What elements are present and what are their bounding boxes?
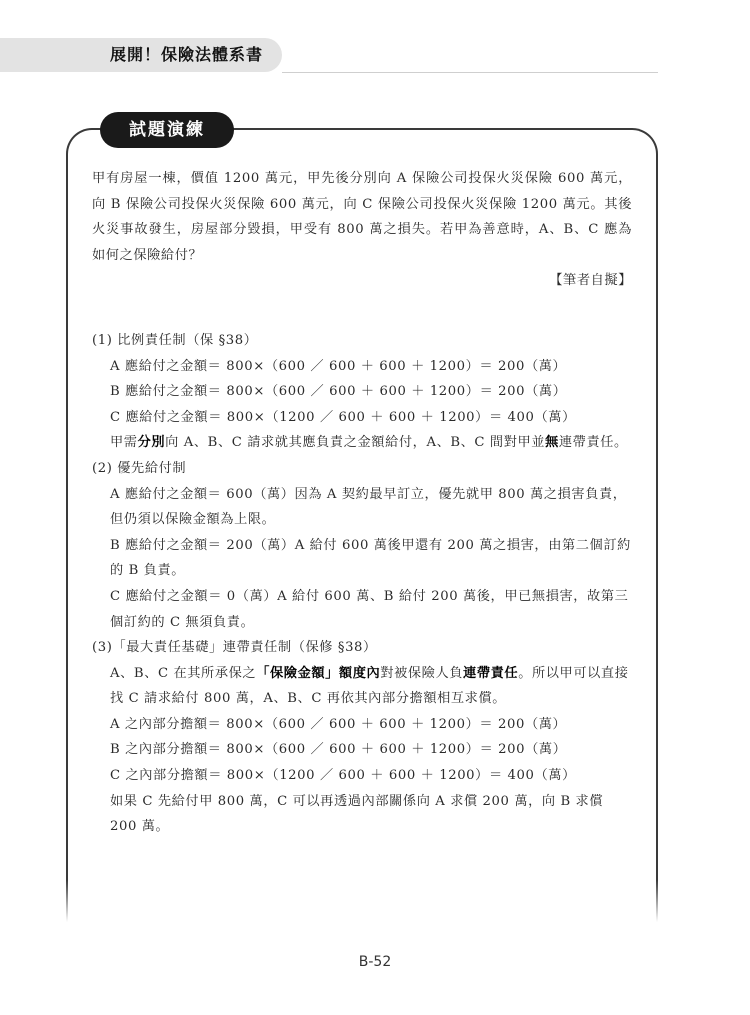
exercise-content (92, 166, 632, 840)
frame-fade (60, 880, 660, 940)
header-divider (282, 72, 658, 73)
emphasis-text: 無 (545, 435, 559, 451)
answer-2-line: C 應給付之金額＝ 0（萬）A 給付 600 萬、B 給付 200 萬後，甲已無損害，故第三個訂約的 C 無須負責。 (110, 588, 629, 630)
answer-2-line: B 應給付之金額＝ 200（萬）A 給付 600 萬後甲還有 200 萬之損害，由第二個訂約的 B 負責。 (110, 537, 631, 579)
answer-1-line: A 應給付之金額＝ 800×（600 ／ 600 ＋ 600 ＋ 1200）＝ 200（萬） (110, 358, 567, 374)
text-run: 連帶責任。 (558, 435, 628, 451)
answer-3-line: 如果 C 先給付甲 800 萬，C 可以再透過內部關係向 A 求償 200 萬，向 B 求償 200 萬。 (110, 793, 604, 835)
text-run: A、B、C 在其所承保之 (110, 665, 257, 681)
answer-1-conclusion (110, 430, 632, 456)
question-source: 【筆者自擬】 (549, 273, 632, 289)
section-tab: 試題演練 (100, 112, 234, 148)
answer-3-intro (110, 661, 632, 712)
answer-1-line: B 應給付之金額＝ 800×（600 ／ 600 ＋ 600 ＋ 1200）＝ 200（萬） (110, 384, 567, 400)
answer-2-heading: (2) 優先給付制 (92, 460, 187, 476)
answer-3-line: B 之內部分擔額＝ 800×（600 ／ 600 ＋ 600 ＋ 1200）＝ 200（萬） (110, 742, 567, 758)
text-run: 向 A、B、C 請求就其應負責之金額給付，A、B、C 間對甲並 (165, 435, 546, 451)
text-run: 甲需 (110, 435, 138, 451)
emphasis-text: 分別 (137, 435, 166, 451)
text-run: 。所以甲可以直接找 C 請求給付 800 萬，A、B、C 再依其內部分擔額相互求償。 (110, 665, 629, 707)
emphasis-text: 連帶責任 (463, 665, 519, 681)
question-text: 甲有房屋一棟，價值 1200 萬元，甲先後分別向 A 保險公司投保火災保險 600 萬元，向 B 保險公司投保火災保險 600 萬元，向 C 保險公司投保火災保險 1200 萬元。其後火災事故發生，房屋部分毀損，甲受有 800 萬之損失。若甲為善意時，A、B、C 應為如何之保險給付？ (92, 171, 632, 263)
answer-3-line: C 之內部分擔額＝ 800×（1200 ／ 600 ＋ 600 ＋ 1200）＝ 400（萬） (110, 768, 576, 784)
book-title: 展開！保險法體系書 (110, 45, 264, 64)
page-number: B-52 (358, 954, 392, 970)
answer-3-heading: (3)「最大責任基礎」連帶責任制（保修 §38） (92, 640, 377, 656)
answer-3-line: A 之內部分擔額＝ 800×（600 ／ 600 ＋ 600 ＋ 1200）＝ 200（萬） (110, 716, 567, 732)
answer-1-line: C 應給付之金額＝ 800×（1200 ／ 600 ＋ 600 ＋ 1200）＝ 400（萬） (110, 409, 576, 425)
emphasis-text: 「保險金額」額度內 (256, 665, 381, 681)
answer-2-line: A 應給付之金額＝ 600（萬）因為 A 契約最早訂立，優先就甲 800 萬之損害負責，但仍須以保險金額為上限。 (110, 486, 627, 528)
text-run: 對被保險人負 (380, 665, 464, 681)
answer-1-heading: (1) 比例責任制（保 §38） (92, 332, 258, 348)
